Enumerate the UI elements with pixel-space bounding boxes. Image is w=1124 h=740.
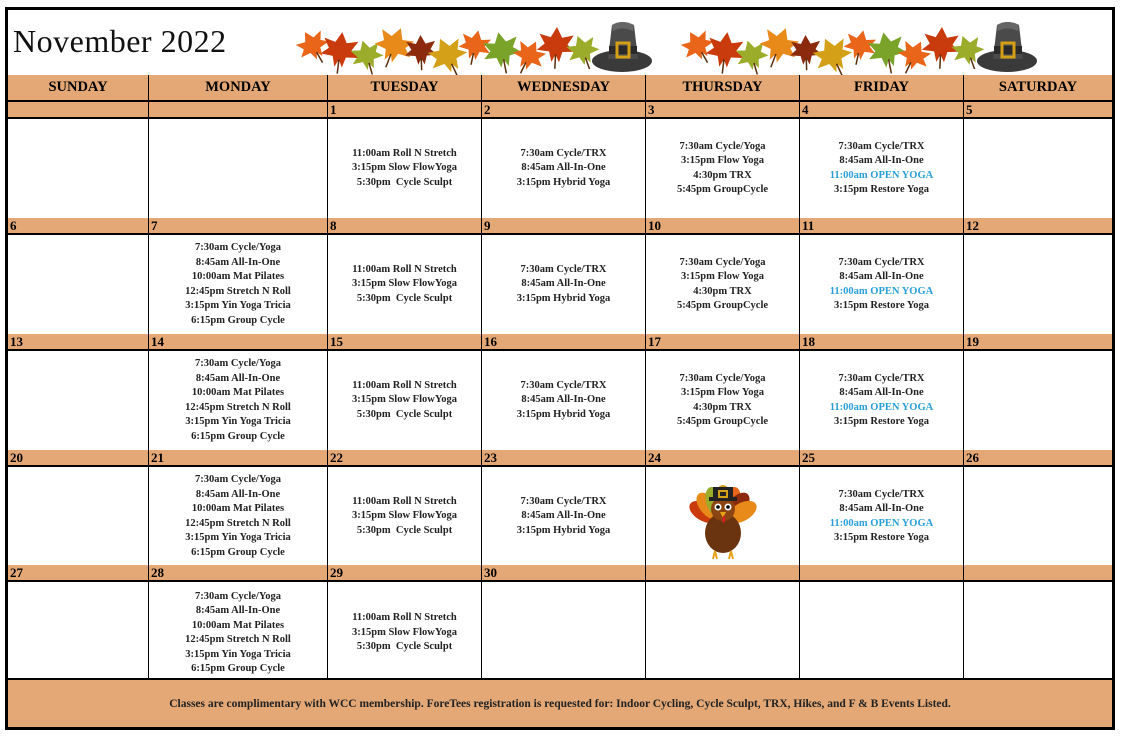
class-entry: 6:15pm Group Cycle — [191, 430, 285, 442]
date-number: 2 — [482, 102, 646, 117]
date-number: 26 — [966, 450, 979, 465]
class-entry: 7:30am Cycle/TRX — [520, 379, 607, 391]
class-entry: 6:15pm Group Cycle — [191, 546, 285, 558]
day-header-saturday: SATURDAY — [964, 75, 1112, 102]
class-entry: 3:15pm Yin Yoga Tricia — [185, 416, 291, 427]
date-number: 30 — [482, 565, 646, 580]
class-entry: 3:15pm Hybrid Yoga — [516, 176, 611, 188]
date-number: 3 — [646, 102, 800, 117]
class-entry: 5:45pm GroupCycle — [676, 416, 769, 427]
class-entry: 5:45pm GroupCycle — [676, 184, 769, 195]
class-entry: 7:30am Cycle/Yoga — [194, 358, 282, 369]
class-entry: 3:15pm Restore Yoga — [833, 184, 930, 195]
pilgrim-hat-icon — [592, 22, 652, 72]
day-cell — [964, 465, 1112, 566]
day-cell — [800, 580, 964, 684]
day-cell — [964, 117, 1112, 218]
class-entry: 8:45am All-In-One — [195, 605, 281, 616]
date-number: 29 — [328, 565, 482, 580]
date-number-row — [8, 334, 1112, 349]
date-number — [646, 565, 800, 580]
day-cell — [328, 233, 482, 334]
date-number: 16 — [482, 334, 646, 349]
class-entry: 7:30am Cycle/TRX — [838, 372, 925, 384]
class-entry: 4:30pm TRX — [693, 285, 752, 297]
date-number — [149, 102, 328, 117]
day-cell — [800, 233, 964, 334]
day-cell — [149, 233, 328, 334]
date-number: 28 — [149, 565, 328, 580]
autumn-leaves-banner — [680, 13, 1060, 75]
day-header-tuesday: TUESDAY — [328, 75, 482, 102]
class-entry: 11:00am Roll N Stretch — [352, 379, 457, 391]
day-cell — [328, 465, 482, 566]
class-entry: 8:45am All-In-One — [521, 510, 606, 522]
class-entry: 11:00am Roll N Stretch — [352, 612, 457, 624]
date-number-row — [8, 565, 1112, 580]
date-number: 20 — [8, 450, 149, 465]
class-entry: 8:45am All-In-One — [195, 488, 281, 500]
page-title: November 2022 — [13, 23, 227, 59]
day-cell — [964, 580, 1112, 684]
class-entry: 3:15pm Flow Yoga — [680, 271, 765, 282]
date-number-row — [8, 450, 1112, 465]
day-cell — [149, 117, 328, 218]
day-cell — [482, 580, 646, 684]
class-entry: 7:30am Cycle/TRX — [838, 488, 925, 500]
class-entry: 3:15pm Yin Yoga Tricia — [185, 532, 291, 543]
day-cell — [8, 580, 149, 684]
date-number: 8 — [328, 218, 482, 233]
class-entry: 10:00am Mat Pilates — [191, 619, 285, 631]
class-entry-open-yoga: 11:00am OPEN YOGA — [829, 401, 934, 413]
day-cell — [482, 233, 646, 334]
day-cell — [328, 117, 482, 218]
class-entry: 11:00am Roll N Stretch — [352, 495, 457, 507]
class-entry: 6:15pm Group Cycle — [191, 314, 285, 326]
date-number: 1 — [328, 102, 482, 117]
day-cell — [149, 580, 328, 684]
class-entry: 5:30pm Cycle Sculpt — [356, 292, 453, 304]
class-entry: 5:30pm Cycle Sculpt — [356, 408, 453, 420]
class-entry: 8:45am All-In-One — [195, 256, 281, 268]
class-entry: 3:15pm Yin Yoga Tricia — [185, 648, 291, 660]
day-header-thursday: THURSDAY — [646, 75, 800, 102]
class-entry-open-yoga: 11:00am OPEN YOGA — [829, 517, 934, 529]
date-number: 11 — [800, 218, 964, 233]
class-entry: 7:30am Cycle/TRX — [520, 495, 607, 507]
date-number: 19 — [966, 334, 979, 349]
day-cell — [482, 117, 646, 218]
day-cell — [328, 349, 482, 450]
class-entry: 4:30pm TRX — [693, 401, 752, 413]
class-entry: 7:30am Cycle/Yoga — [679, 256, 766, 268]
date-number-row — [8, 102, 1112, 117]
class-entry: 8:45am All-In-One — [839, 155, 924, 166]
footer-note — [8, 678, 1112, 727]
date-number: 7 — [149, 218, 328, 233]
class-entry: 12:45pm Stretch N Roll — [185, 517, 291, 529]
class-entry: 7:30am Cycle/TRX — [838, 256, 925, 268]
day-cell — [646, 117, 800, 218]
class-entry: 3:15pm Slow FlowYoga — [351, 162, 457, 174]
class-entry: 8:45am All-In-One — [195, 372, 281, 384]
date-number: 15 — [328, 334, 482, 349]
class-entry-open-yoga: 11:00am OPEN YOGA — [829, 169, 934, 181]
class-entry: 3:15pm Slow FlowYoga — [351, 626, 457, 638]
class-entry: 7:30am Cycle/Yoga — [679, 140, 766, 152]
class-entry: 11:00am Roll N Stretch — [352, 263, 457, 275]
class-entry: 3:15pm Restore Yoga — [833, 300, 930, 311]
class-entry: 3:15pm Yin Yoga Tricia — [185, 300, 291, 311]
class-entry: 5:30pm Cycle Sculpt — [356, 524, 453, 536]
class-entry: 8:45am All-In-One — [521, 162, 606, 174]
class-entry: 8:45am All-In-One — [839, 271, 924, 282]
date-number: 5 — [966, 102, 973, 117]
day-header-wednesday: WEDNESDAY — [482, 75, 646, 102]
date-number: 6 — [8, 218, 149, 233]
date-number: 17 — [646, 334, 800, 349]
class-entry: 5:30pm Cycle Sculpt — [356, 176, 453, 188]
day-cell — [8, 117, 149, 218]
date-number — [800, 565, 964, 580]
autumn-leaves-banner — [295, 13, 675, 75]
class-entry: 7:30am Cycle/Yoga — [679, 372, 766, 384]
day-cell — [482, 465, 646, 566]
day-cell — [8, 349, 149, 450]
day-cell — [964, 233, 1112, 334]
day-cell — [800, 117, 964, 218]
day-cell — [964, 349, 1112, 450]
class-entry: 3:15pm Restore Yoga — [833, 532, 930, 543]
class-entry: 7:30am Cycle/TRX — [838, 140, 925, 152]
class-entry: 12:45pm Stretch N Roll — [185, 285, 291, 297]
class-entry: 3:15pm Flow Yoga — [680, 387, 765, 398]
day-cell — [482, 349, 646, 450]
class-entry: 3:15pm Slow FlowYoga — [351, 510, 457, 522]
day-cell — [800, 349, 964, 450]
date-number: 4 — [800, 102, 964, 117]
class-entry: 8:45am All-In-One — [839, 387, 924, 398]
footer-text: Classes are complimentary with WCC membership. ForeTees registration is requested for: Indoor Cycling, Cycle Sculpt, TRX, Hikes, and F & B Events Listed. — [169, 697, 951, 710]
class-entry: 7:30am Cycle/Yoga — [194, 242, 282, 253]
class-entry: 12:45pm Stretch N Roll — [185, 401, 291, 413]
date-number: 12 — [966, 218, 979, 233]
class-entry: 5:30pm Cycle Sculpt — [356, 641, 453, 653]
pilgrim-hat-icon — [977, 22, 1037, 72]
date-number: 23 — [482, 450, 646, 465]
day-cell — [646, 465, 800, 566]
day-cell — [8, 465, 149, 566]
calendar — [5, 7, 1115, 730]
class-entry: 3:15pm Flow Yoga — [680, 155, 765, 166]
day-cell — [328, 580, 482, 684]
turkey-icon — [683, 473, 763, 561]
date-number-row — [8, 218, 1112, 233]
class-entry: 7:30am Cycle/Yoga — [194, 590, 282, 602]
class-entry: 8:45am All-In-One — [521, 394, 606, 406]
date-number: 27 — [8, 565, 149, 580]
date-number: 13 — [8, 334, 149, 349]
class-entry: 5:45pm GroupCycle — [676, 300, 769, 311]
day-cell — [8, 233, 149, 334]
class-entry: 3:15pm Slow FlowYoga — [351, 278, 457, 290]
class-entry-open-yoga: 11:00am OPEN YOGA — [829, 285, 934, 297]
day-cell — [646, 349, 800, 450]
class-entry: 7:30am Cycle/TRX — [520, 263, 607, 275]
date-number: 10 — [646, 218, 800, 233]
day-cell — [149, 349, 328, 450]
class-entry: 3:15pm Hybrid Yoga — [516, 408, 611, 420]
class-entry: 11:00am Roll N Stretch — [352, 147, 457, 159]
class-entry: 4:30pm TRX — [693, 169, 752, 181]
day-cell — [646, 233, 800, 334]
date-number — [964, 565, 1112, 580]
calendar-header — [8, 10, 1112, 75]
day-cell — [149, 465, 328, 566]
class-entry: 10:00am Mat Pilates — [191, 271, 285, 282]
day-header-sunday: SUNDAY — [8, 75, 149, 102]
class-entry: 7:30am Cycle/Yoga — [194, 474, 282, 485]
class-entry: 7:30am Cycle/TRX — [520, 147, 607, 159]
class-entry: 3:15pm Hybrid Yoga — [516, 292, 611, 304]
class-entry: 12:45pm Stretch N Roll — [185, 634, 291, 645]
class-entry: 10:00am Mat Pilates — [191, 387, 285, 398]
day-cell — [646, 580, 800, 684]
date-number: 24 — [646, 450, 800, 465]
day-header-monday: MONDAY — [149, 75, 328, 102]
class-entry: 3:15pm Slow FlowYoga — [351, 394, 457, 406]
class-entry: 8:45am All-In-One — [839, 503, 924, 514]
day-header-friday: FRIDAY — [800, 75, 964, 102]
day-cell — [800, 465, 964, 566]
class-entry: 10:00am Mat Pilates — [191, 503, 285, 514]
date-number — [8, 102, 149, 117]
date-number: 22 — [328, 450, 482, 465]
class-entry: 3:15pm Hybrid Yoga — [516, 524, 611, 536]
date-number: 25 — [800, 450, 964, 465]
date-number: 9 — [482, 218, 646, 233]
date-number: 14 — [149, 334, 328, 349]
date-number: 21 — [149, 450, 328, 465]
class-entry: 8:45am All-In-One — [521, 278, 606, 290]
date-number: 18 — [800, 334, 964, 349]
class-entry: 6:15pm Group Cycle — [191, 663, 285, 674]
class-entry: 3:15pm Restore Yoga — [833, 416, 930, 427]
